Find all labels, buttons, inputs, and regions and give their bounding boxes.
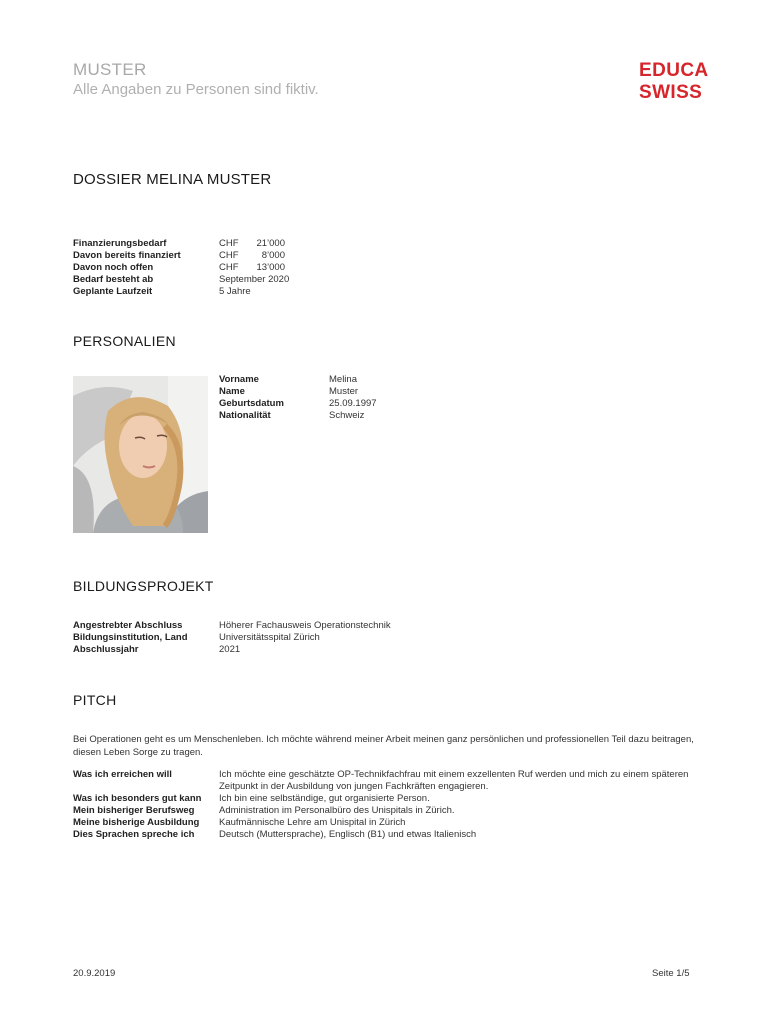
- currency: CHF: [219, 250, 239, 261]
- field-label: Was ich erreichen will: [73, 769, 172, 780]
- bildung-table: [73, 620, 391, 656]
- finance-row: [73, 286, 289, 298]
- amount: 13’000: [256, 262, 285, 273]
- field-value: Deutsch (Muttersprache), Englisch (B1) und etwas Italienisch: [219, 829, 477, 840]
- document-title: DOSSIER MELINA MUSTER: [73, 171, 272, 188]
- section-heading-pitch: PITCH: [73, 692, 117, 708]
- footer-page-number: Seite 1/5: [652, 968, 690, 979]
- field-value: Universitätsspital Zürich: [219, 632, 320, 643]
- field-value: Muster: [329, 386, 359, 397]
- portrait-image: [73, 376, 208, 533]
- footer-date: 20.9.2019: [73, 968, 116, 979]
- field-value: Kaufmännische Lehre am Unispital in Zürich: [219, 817, 406, 828]
- finance-row: [73, 250, 289, 262]
- currency: CHF: [219, 262, 239, 273]
- personalien-row: [219, 374, 377, 386]
- finance-row: [73, 238, 289, 250]
- pitch-table: [73, 769, 703, 841]
- field-value: Melina: [329, 374, 357, 385]
- logo-line-2: SWISS: [639, 82, 703, 103]
- personalien-row: [219, 410, 377, 422]
- finance-value: [219, 238, 285, 250]
- field-label: Angestrebter Abschluss: [73, 620, 183, 631]
- field-value: Ich bin eine selbständige, gut organisierte Person.: [219, 793, 430, 804]
- pitch-row: [73, 805, 703, 817]
- duration-label: Geplante Laufzeit: [73, 286, 153, 297]
- field-label: Dies Sprachen spreche ich: [73, 829, 195, 840]
- finance-label: Davon bereits finanziert: [73, 250, 181, 261]
- finance-value: [219, 250, 285, 262]
- field-label: Name: [219, 386, 245, 397]
- bildung-row: [73, 620, 391, 632]
- field-value: Höherer Fachausweis Operationstechnik: [219, 620, 391, 631]
- personalien-table: [219, 374, 377, 422]
- portrait-photo: [73, 376, 208, 533]
- logo-line-1: EDUCA: [639, 60, 709, 81]
- pitch-paragraph: Bei Operationen geht es um Menschenleben. Ich möchte während meiner Arbeit meinen ganz persönlichen und professionellen Teil dazu beitragen, diesen Leben Sorge zu tragen.: [73, 734, 694, 758]
- finance-row: [73, 274, 289, 286]
- bildung-row: [73, 644, 391, 656]
- field-label: Meine bisherige Ausbildung: [73, 817, 200, 828]
- educa-swiss-logo: [639, 60, 709, 104]
- amount: 21’000: [256, 238, 285, 249]
- section-heading-bildungsprojekt: BILDUNGSPROJEKT: [73, 578, 214, 594]
- finance-label: Finanzierungsbedarf: [73, 238, 167, 249]
- header-subtitle: Alle Angaben zu Personen sind fiktiv.: [73, 81, 319, 98]
- need-label: Bedarf besteht ab: [73, 274, 154, 285]
- pitch-row: [73, 769, 703, 793]
- personalien-row: [219, 398, 377, 410]
- field-value: Administration im Personalbüro des Unispitals in Zürich.: [219, 805, 455, 816]
- field-value: Schweiz: [329, 410, 365, 421]
- header-title: MUSTER: [73, 60, 147, 79]
- section-heading-personalien: PERSONALIEN: [73, 333, 176, 349]
- finance-row: [73, 262, 289, 274]
- need-value: September 2020: [219, 274, 290, 285]
- field-label: Vorname: [219, 374, 259, 385]
- field-label: Was ich besonders gut kann: [73, 793, 202, 804]
- field-value: 25.09.1997: [329, 398, 377, 409]
- amount: 8’000: [261, 250, 285, 261]
- field-label: Geburtsdatum: [219, 398, 284, 409]
- field-label: Abschlussjahr: [73, 644, 139, 655]
- field-label: Bildungsinstitution, Land: [73, 632, 188, 643]
- pitch-row: [73, 829, 703, 841]
- finance-label: Davon noch offen: [73, 262, 154, 273]
- personalien-row: [219, 386, 377, 398]
- pitch-row: [73, 817, 703, 829]
- pitch-row: [73, 793, 703, 805]
- bildung-row: [73, 632, 391, 644]
- field-label: Mein bisheriger Berufsweg: [73, 805, 195, 816]
- duration-value: 5 Jahre: [219, 286, 251, 297]
- currency: CHF: [219, 238, 239, 249]
- field-value: Ich möchte eine geschätzte OP-Technikfachfrau mit einem exzellenten Ruf werden und mich zu einem späteren Zeitpunkt in der Ausbildung von jungen Fachkräften engagieren.: [219, 769, 689, 792]
- finance-table: [73, 238, 289, 298]
- header: [73, 60, 319, 100]
- finance-value: [219, 262, 285, 274]
- field-label: Nationalität: [219, 410, 271, 421]
- field-value: 2021: [219, 644, 241, 655]
